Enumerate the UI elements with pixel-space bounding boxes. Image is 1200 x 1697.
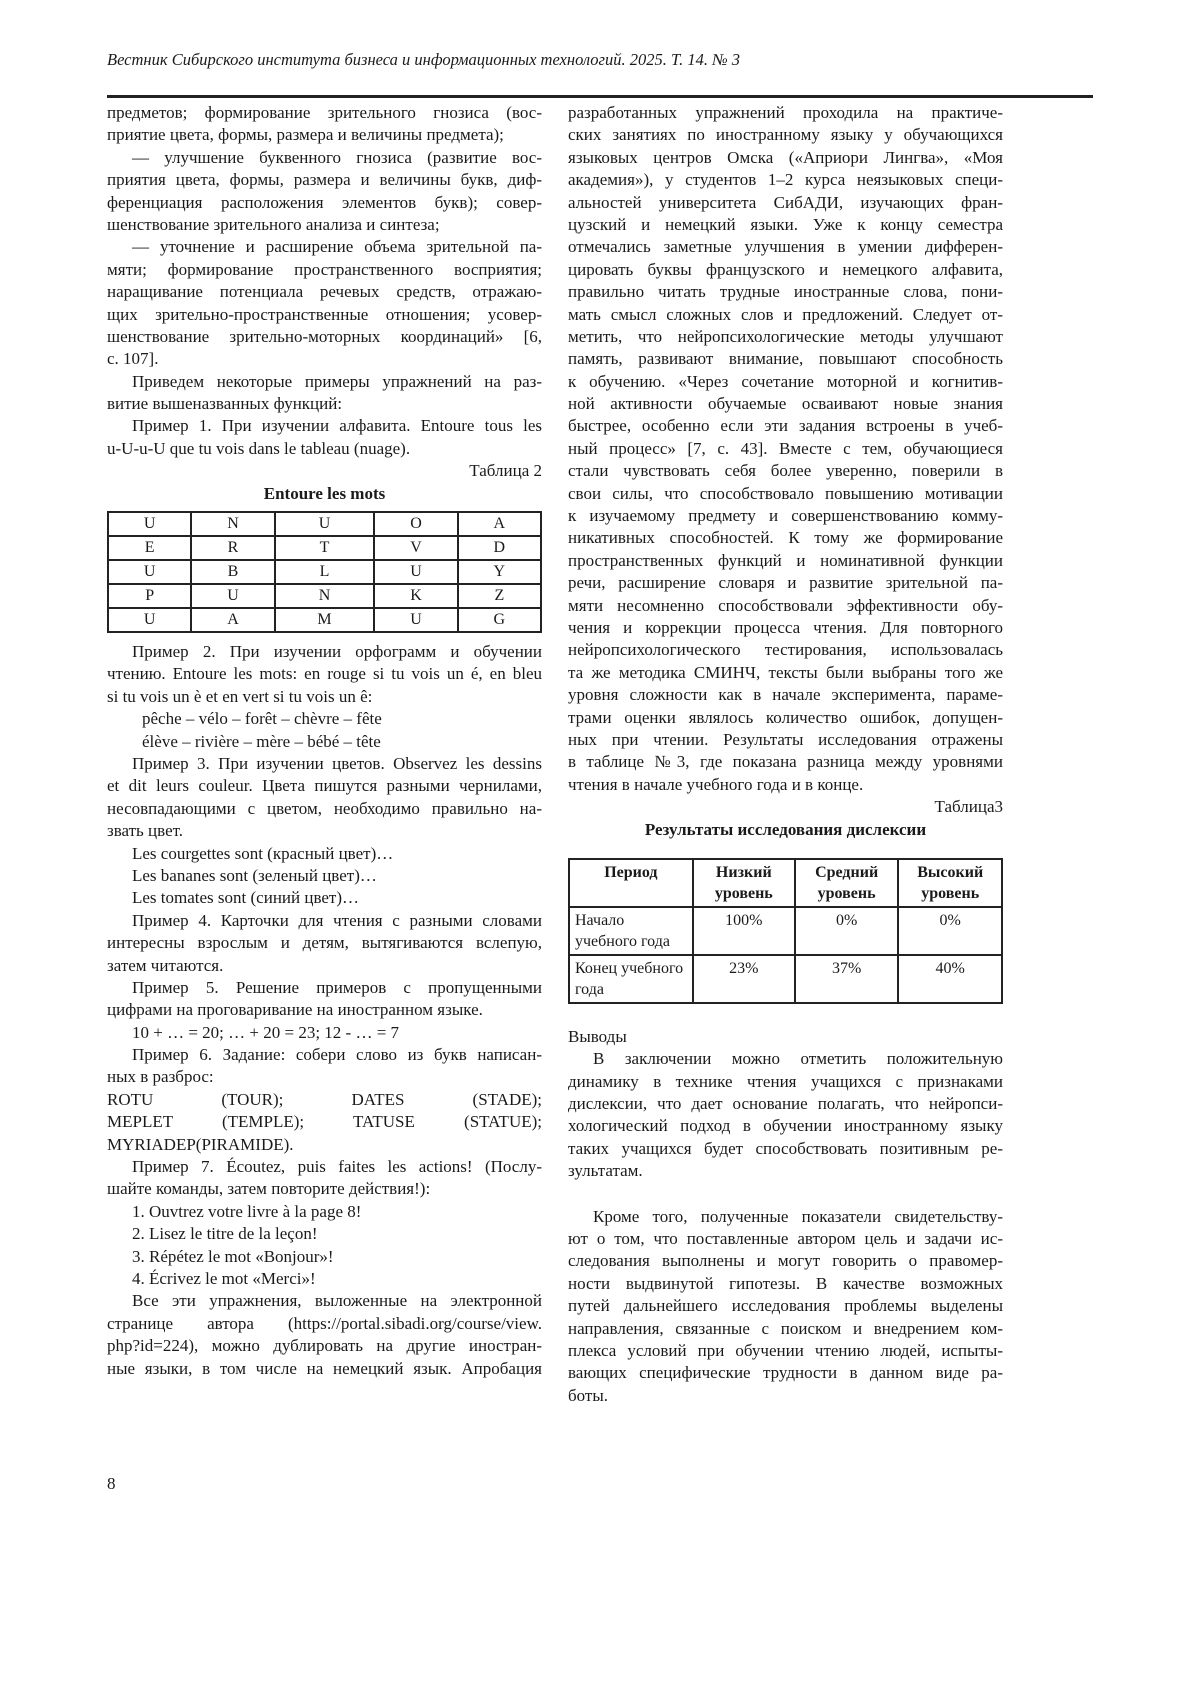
text-line: приятия цвета, формы, размера и величины букв, диф- <box>107 170 542 190</box>
text-line: ROTU (TOUR); DATES (STADE); <box>107 1089 542 1109</box>
example-list <box>107 843 542 910</box>
text-line: — уточнение и расширение объема зрительной па- <box>132 237 542 257</box>
text-line: ских занятиях по иностранному языку у обучающихся <box>568 125 1003 145</box>
paragraph <box>107 147 542 237</box>
table-row <box>108 536 541 560</box>
paragraph <box>107 977 542 1022</box>
table-header: Низкий уровень <box>693 859 795 907</box>
text-line: таких учащихся будет способствовать позитивным ре- <box>568 1138 1003 1158</box>
table-cell: U <box>191 584 274 608</box>
text-line: В заключении можно отметить положительную <box>593 1049 1003 1069</box>
text-line: ности выдвинутой гипотезы. В качестве возможных <box>568 1273 1003 1293</box>
table-cell: O <box>374 512 457 536</box>
text-line: ных при чтении. Результаты исследования отражены <box>568 729 1003 749</box>
table-cell: D <box>458 536 541 560</box>
text-line: та же методика СМИНЧ, тексты были выбраны того же <box>568 662 1003 682</box>
paragraph <box>107 415 542 460</box>
text-line: быстрее, особенно если эти задания встроены в учеб- <box>568 416 1003 436</box>
table-cell: U <box>374 608 457 632</box>
text-line: направления, связанные с поиском и внедрением ком- <box>568 1318 1003 1338</box>
paragraph <box>568 1206 1003 1408</box>
table-cell: K <box>374 584 457 608</box>
text-line: плекса условий при обучении чтению людей, испыты- <box>568 1341 1003 1360</box>
text-line: отмечались заметные улучшения в умении дифферен- <box>568 237 1003 257</box>
text-line: свои силы, что способствовало повышению мотивации <box>568 483 1003 503</box>
text-line: звать цвет. <box>107 821 184 841</box>
letter-grid-table <box>107 511 542 633</box>
text-line: Пример 1. При изучении алфавита. Entoure tous les <box>132 416 542 436</box>
table-cell: Конец учебного года <box>569 955 693 1003</box>
table-cell: 0% <box>898 907 1002 955</box>
table-cell: U <box>108 512 191 536</box>
text-line: чтения в начале учебного года и в конце. <box>568 774 864 794</box>
table-cell: Начало учебного года <box>569 907 693 955</box>
text-line: в таблице №3, где показана разница между уровнями <box>568 752 1003 772</box>
example-list <box>107 1201 542 1291</box>
paragraph <box>107 641 542 708</box>
text-line: несовпадающими с цветом, необходимо правильно на- <box>107 798 542 818</box>
paragraph <box>107 1290 542 1380</box>
text-line: ют о том, что поставленные автором цель и задачи ис- <box>568 1229 1003 1249</box>
text-line: с. 107]. <box>107 349 159 369</box>
text-line: академия»), у студентов 1–2 курса неязыковых специ- <box>568 170 1003 190</box>
text-line: хологический подход в обучении иностранному языку <box>568 1116 1003 1136</box>
text-line: 4. Écrivez le mot «Merci»! <box>132 1269 316 1288</box>
paragraph <box>568 102 1003 796</box>
text-line: Кроме того, полученные показатели свидетельству- <box>593 1206 1003 1226</box>
table-cell: U <box>374 560 457 584</box>
paragraph <box>568 1048 1003 1182</box>
table-row <box>108 608 541 632</box>
text-line: речи, расширение словаря и развитие зрительной па- <box>568 573 1003 593</box>
text-line: затем читаются. <box>107 955 224 975</box>
table-cell: N <box>191 512 274 536</box>
table-row <box>108 560 541 584</box>
text-line: мать смысл сложных слов и предложений. Следует от- <box>568 304 1003 324</box>
text-line: Les tomates sont (синий цвет)… <box>132 888 360 908</box>
table-cell: L <box>275 560 375 584</box>
table-cell: M <box>275 608 375 632</box>
text-line: интересны взрослым и детям, вытягиваются вслепую, <box>107 933 542 953</box>
table-title: Entoure les mots <box>263 483 386 503</box>
text-line: ной активности обучаемые осваивают новые знания <box>568 394 1003 414</box>
text-line: правильно читать трудные иностранные слова, пони- <box>568 282 1003 302</box>
text-line: мяти; формирование пространственного восприятия; <box>107 259 542 279</box>
paragraph <box>107 753 542 843</box>
table-cell: 100% <box>693 907 795 955</box>
text-line: никативных способностей. К тому же формирование <box>568 528 1003 548</box>
table-cell: U <box>108 608 191 632</box>
text-line: Пример 2. При изучении орфограмм и обучении <box>132 642 542 662</box>
text-line: странице автора (https://portal.sibadi.org/course/view. <box>107 1313 542 1333</box>
text-line: разработанных упражнений проходила на практиче- <box>568 103 1003 122</box>
example-list <box>107 1022 542 1044</box>
paragraph <box>107 1089 542 1156</box>
table-cell: G <box>458 608 541 632</box>
table-cell: P <box>108 584 191 608</box>
text-line: щих зрительно-пространственные отношения; усовер- <box>107 304 542 324</box>
text-line: 1. Ouvtrez votre livre à la page 8! <box>132 1201 362 1221</box>
paragraph <box>107 102 542 147</box>
text-line: élève – rivière – mère – bébé – tête <box>142 731 381 751</box>
journal-header: Вестник Сибирского института бизнеса и информационных технологий. 2025. Т. 14. № 3 <box>107 50 741 69</box>
table-header: Период <box>569 859 693 907</box>
text-line: шайте команды, затем повторите действия!): <box>107 1179 431 1199</box>
table-cell: V <box>374 536 457 560</box>
results-table <box>568 858 1003 1004</box>
table-row <box>108 512 541 536</box>
example-list <box>107 708 542 753</box>
text-line: боты. <box>568 1385 609 1405</box>
table-cell: 0% <box>795 907 899 955</box>
text-line: трами оценки являлось количество ошибок, допущен- <box>568 707 1003 727</box>
table-cell: 37% <box>795 955 899 1003</box>
table-caption: Таблица 2 <box>469 461 542 481</box>
text-line: Все эти упражнения, выложенные на электронной <box>132 1291 542 1311</box>
table-cell: A <box>191 608 274 632</box>
table-cell: T <box>275 536 375 560</box>
text-line: Приведем некоторые примеры упражнений на раз- <box>132 371 542 391</box>
text-line: php?id=224), можно дублировать на другие иностран- <box>107 1336 542 1356</box>
table-header-row <box>569 859 1002 907</box>
text-line: чения и коррекции процесса чтения. Для повторного <box>568 617 1003 637</box>
text-line: MYRIADEP(PIRAMIDE). <box>107 1134 294 1154</box>
text-line: u-U-u-U que tu vois dans le tableau (nuage). <box>107 438 411 458</box>
text-line: ференциация расположения элементов букв); совер- <box>107 192 542 212</box>
text-line: Пример 7. Écoutez, puis faites les actions! (Послу- <box>132 1157 542 1177</box>
text-line: Пример 5. Решение примеров с пропущенными <box>132 977 542 997</box>
text-line: ных в разброс: <box>107 1067 214 1087</box>
text-line: нейропсихологического тестирования, использовалась <box>568 640 1003 660</box>
text-line: следования выполнены и могут говорить о правомер- <box>568 1251 1003 1271</box>
text-line: цировать буквы французского и немецкого алфавита, <box>568 259 1003 279</box>
text-line: уровня сложности как в начале эксперимента, параме- <box>568 685 1003 705</box>
text-line: ный процесс» [7, с. 43]. Вместе с тем, обучающиеся <box>568 438 1003 458</box>
table-cell: 23% <box>693 955 795 1003</box>
right-column <box>568 102 1003 1407</box>
table-cell: U <box>275 512 375 536</box>
table-cell: U <box>108 560 191 584</box>
table-header: Высокий уровень <box>898 859 1002 907</box>
page-number: 8 <box>107 1474 116 1493</box>
table-row <box>569 907 1002 955</box>
table-row <box>569 955 1002 1003</box>
text-line: 10 + … = 20; … + 20 = 23; 12 - … = 7 <box>132 1022 400 1042</box>
text-line: приятие цвета, формы, размера и величины предмета); <box>107 125 504 145</box>
text-line: вающих специфические трудности в данном виде ра- <box>568 1363 1003 1383</box>
text-line: Пример 3. При изучении цветов. Observez les dessins <box>132 754 542 774</box>
table-cell: Y <box>458 560 541 584</box>
table-cell: B <box>191 560 274 584</box>
paragraph <box>107 371 542 416</box>
paragraph <box>107 910 542 977</box>
text-line: чтению. Entoure les mots: en rouge si tu vois un é, en bleu <box>107 664 542 684</box>
text-line: цузский и немецкий языки. Уже к концу семестра <box>568 214 1003 234</box>
text-line: пространственных функций и номинативной функции <box>568 550 1003 570</box>
text-line: предметов; формирование зрительного гнозиса (вос- <box>107 103 542 122</box>
text-line: — улучшение буквенного гнозиса (развитие вос- <box>132 147 542 167</box>
table-cell: Z <box>458 584 541 608</box>
table-cell: A <box>458 512 541 536</box>
text-line: к обучению. «Через сочетание моторной и когнитив- <box>568 371 1003 391</box>
text-line: шенствование зрительно-моторных координаций» [6, <box>107 326 542 346</box>
text-line: ные языки, в том числе на немецкий язык. Апробация <box>107 1358 542 1378</box>
text-line: языковых центров Омска («Априори Лингва», «Моя <box>568 147 1003 167</box>
paragraph <box>107 236 542 370</box>
table-cell: 40% <box>898 955 1002 1003</box>
table-cell: R <box>191 536 274 560</box>
text-line: наращивание потенциала речевых средств, отражаю- <box>107 282 542 302</box>
text-line: et dit leurs couleur. Цвета пишутся разными чернилами, <box>107 776 542 796</box>
table-header: Средний уровень <box>795 859 899 907</box>
text-line: мяти несомненно способствовали эффективности обу- <box>568 595 1003 615</box>
text-line: память, развивают внимание, повышают способность <box>568 349 1003 369</box>
text-line: pêche – vélo – forêt – chèvre – fête <box>142 709 382 729</box>
text-line: si tu vois un è et en vert si tu vois un ê: <box>107 686 373 706</box>
text-line: 2. Lisez le titre de la leçon! <box>132 1224 318 1244</box>
text-line: зультатам. <box>568 1161 643 1181</box>
table-caption: Таблица3 <box>934 797 1003 817</box>
table-title: Результаты исследования дислексии <box>644 819 927 839</box>
text-line: к изучаемому предмету и совершенствованию комму- <box>568 506 1003 526</box>
text-line: Пример 4. Карточки для чтения с разными словами <box>132 910 542 930</box>
text-line: стали чувствовать себя более уверенно, поверили в <box>568 461 1003 481</box>
text-line: путей дальнейшего исследования проблемы выделены <box>568 1296 1003 1316</box>
paragraph <box>107 1156 542 1201</box>
text-line: Les courgettes sont (красный цвет)… <box>132 843 394 863</box>
text-line: динамику в технике чтения учащихся с признаками <box>568 1071 1003 1091</box>
table-cell: N <box>275 584 375 608</box>
text-line: витие вышеназванных функций: <box>107 394 343 414</box>
table-cell: E <box>108 536 191 560</box>
section-heading: Выводы <box>568 1026 627 1046</box>
text-line: альностей университета СибАДИ, изучающих фран- <box>568 192 1003 212</box>
text-line: цифрами на проговаривание на иностранном языке. <box>107 1000 483 1020</box>
text-line: шенствование зрительного анализа и синтеза; <box>107 214 440 234</box>
text-line: Пример 6. Задание: собери слово из букв написан- <box>132 1045 542 1065</box>
text-line: Les bananes sont (зеленый цвет)… <box>132 865 377 885</box>
text-line: метить, что нейропсихологические методы улучшают <box>568 326 1003 346</box>
left-column <box>107 102 542 1380</box>
paragraph <box>107 1044 542 1089</box>
text-line: дислексии, что дает основание полагать, что нейропси- <box>568 1094 1003 1114</box>
text-line: MEPLET (TEMPLE); TATUSE (STATUE); <box>107 1112 542 1132</box>
table-row <box>108 584 541 608</box>
text-line: 3. Répétez le mot «Bonjour»! <box>132 1246 334 1266</box>
header-rule <box>107 95 1093 98</box>
